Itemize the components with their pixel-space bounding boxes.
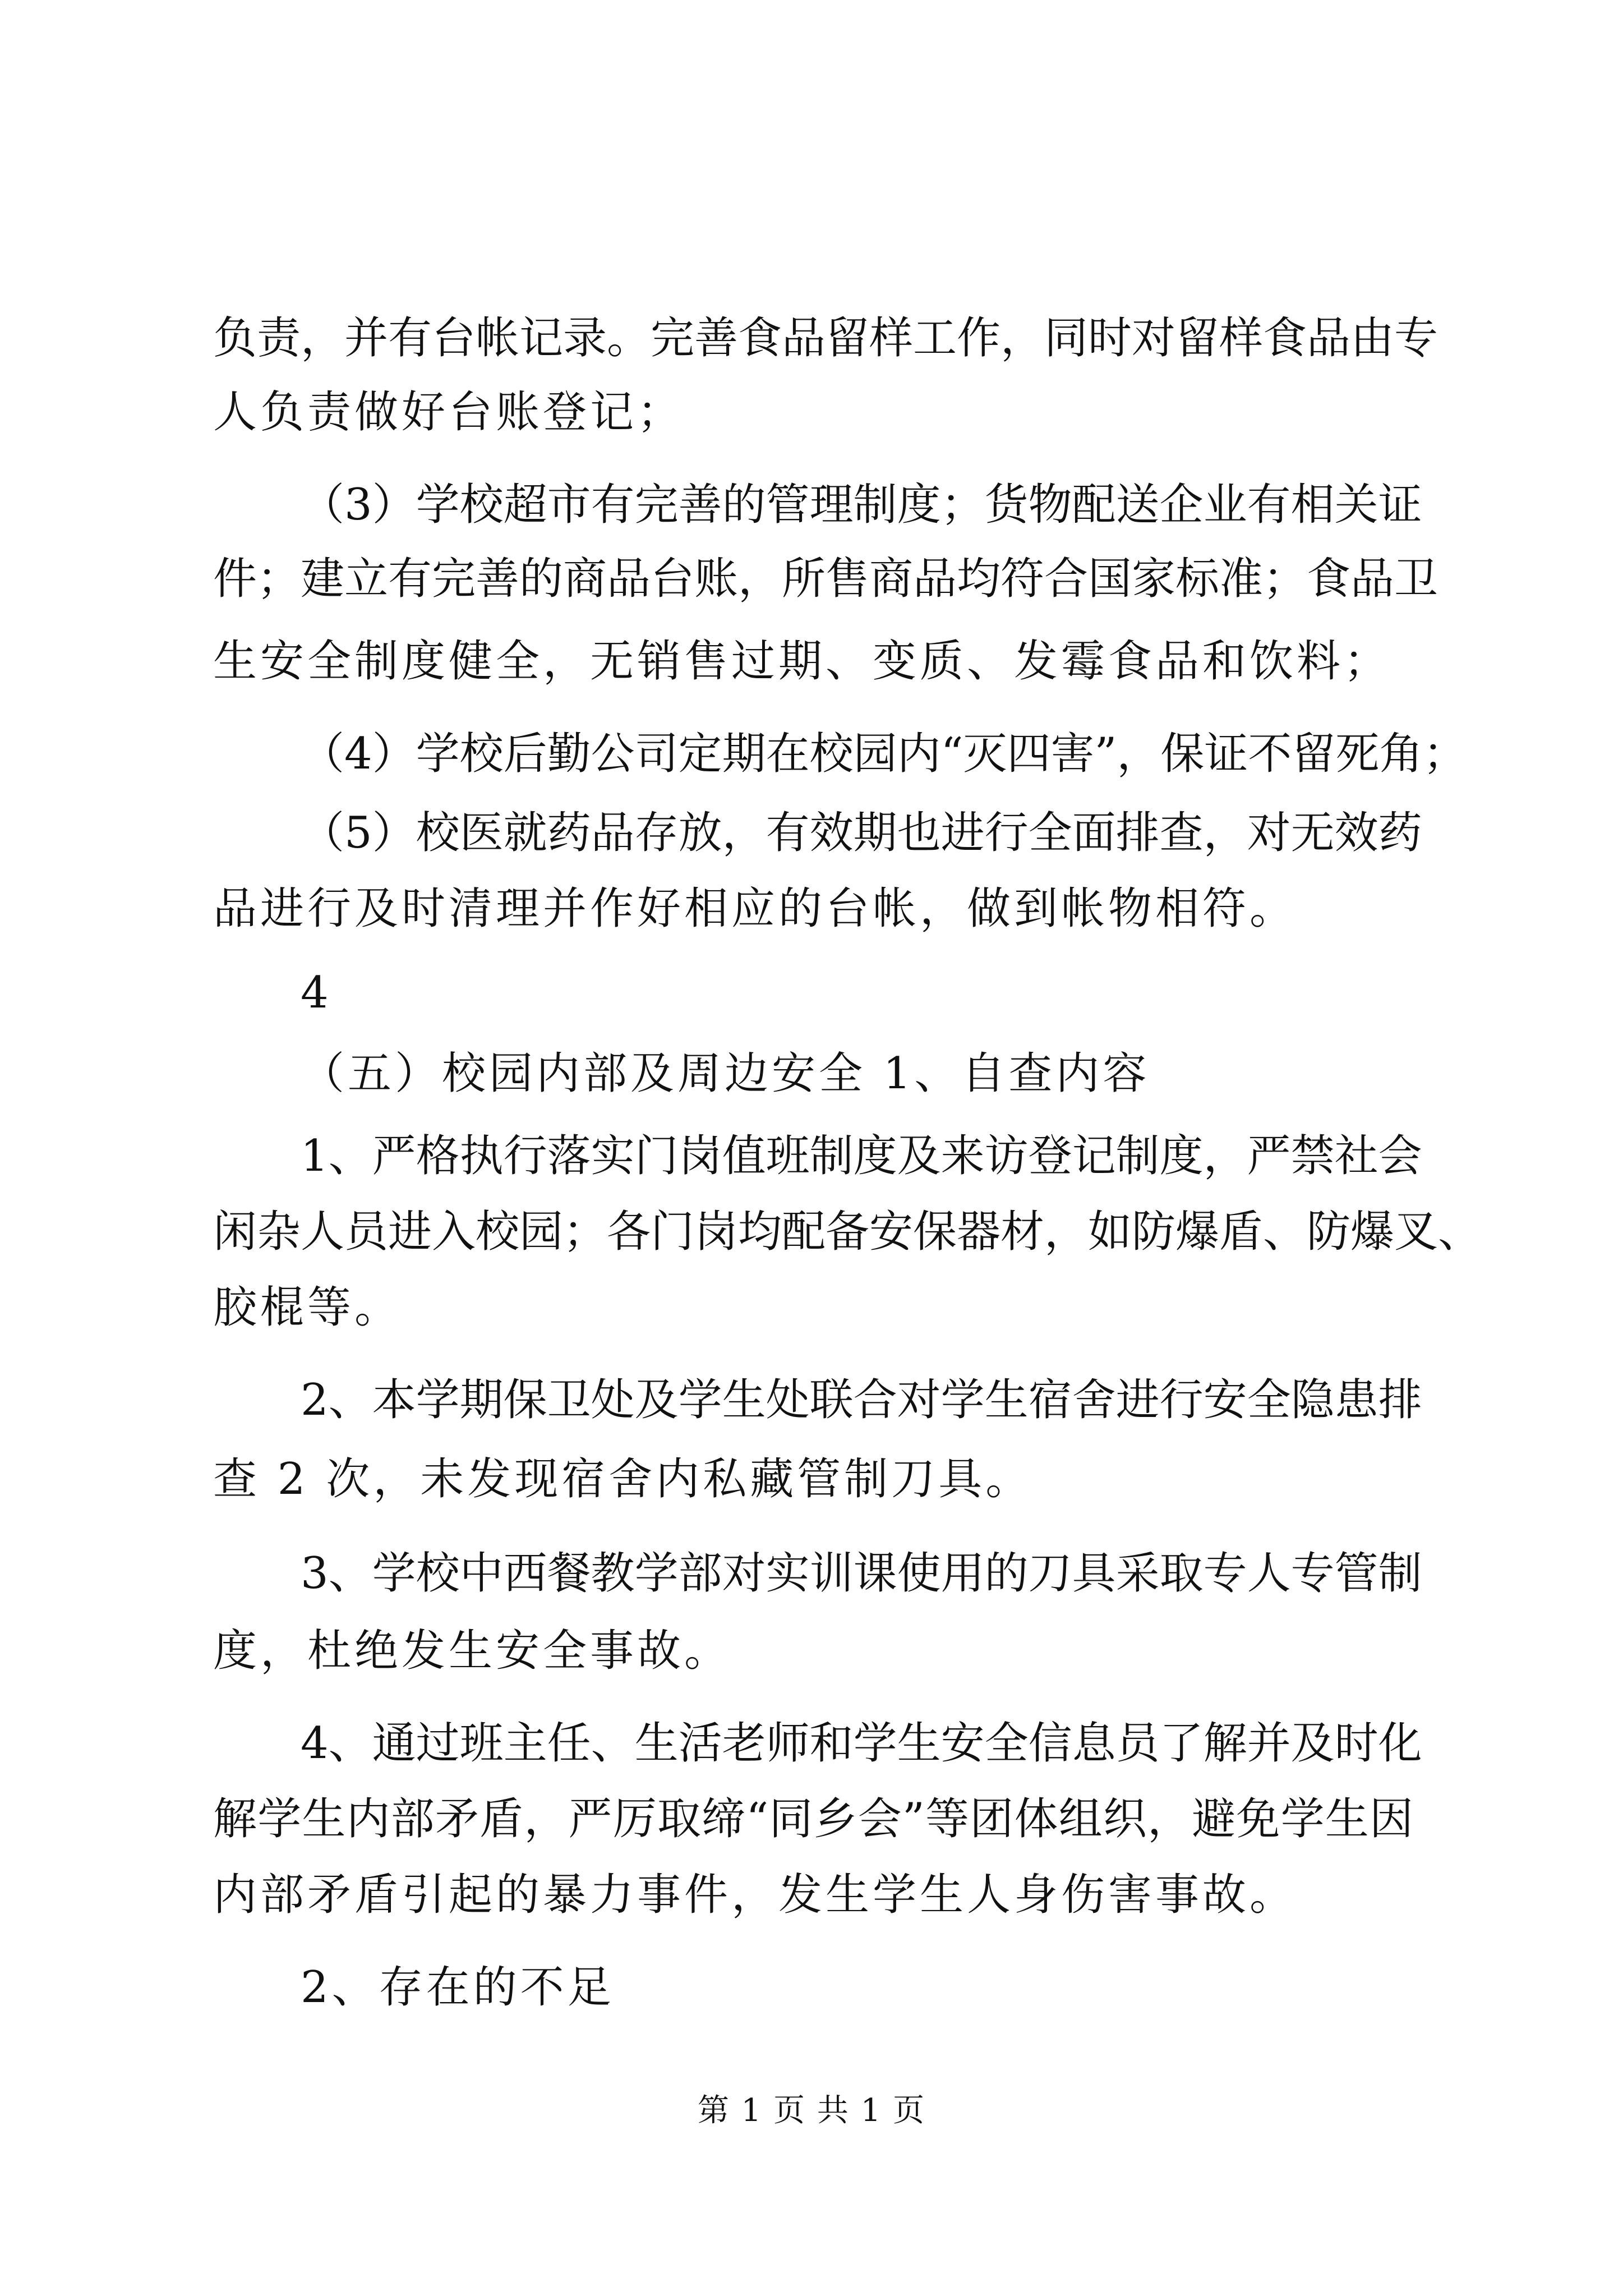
text-line: 4、通过班主任、生活老师和学生安全信息员了解并及时化 — [301, 1718, 1422, 1769]
text-line: （4）学校后勤公司定期在校园内“灭四害”，保证不留死角； — [301, 729, 1467, 779]
text-line: 2、存在的不足 — [301, 1962, 615, 2013]
text-line: 3、学校中西餐教学部对实训课使用的刀具采取专人专管制 — [301, 1548, 1422, 1599]
page-footer: 第 1 页 共 1 页 — [697, 2092, 926, 2129]
text-line: 2、本学期保卫处及学生处联合对学生宿舍进行安全隐患排 — [301, 1375, 1422, 1425]
text-line: 人负责做好台账登记； — [213, 387, 685, 438]
text-line: 4 — [301, 968, 332, 1018]
text-line: （五）校园内部及周边安全 1、自查内容 — [301, 1048, 1150, 1099]
text-line: 解学生内部矛盾，严厉取缔“同乡会”等团体组织，避免学生因 — [213, 1794, 1413, 1844]
text-line: 闲杂人员进入校园；各门岗均配备安保器材，如防爆盾、防爆叉、 — [213, 1207, 1482, 1257]
text-line: 胶棍等。 — [213, 1282, 402, 1333]
text-line: 件；建立有完善的商品台账，所售商品均符合国家标准；食品卫 — [213, 554, 1438, 604]
text-line: 查 2 次，未发现宿舍内私藏管制刀具。 — [213, 1454, 1033, 1504]
text-line: 度，杜绝发生安全事故。 — [213, 1626, 732, 1676]
text-line: 品进行及时清理并作好相应的台帐，做到帐物相符。 — [213, 884, 1297, 934]
text-line: 内部矛盾引起的暴力事件，发生学生人身伤害事故。 — [213, 1870, 1297, 1920]
text-line: 生安全制度健全，无销售过期、变质、发霉食品和饮料； — [213, 636, 1391, 687]
text-line: （5）校医就药品存放，有效期也进行全面排查，对无效药 — [301, 808, 1422, 858]
text-line: 1、严格执行落实门岗值班制度及来访登记制度，严禁社会 — [301, 1131, 1422, 1181]
text-line: 负责，并有台帐记录。完善食品留样工作，同时对留样食品由专 — [213, 313, 1438, 364]
text-line: （3）学校超市有完善的管理制度；货物配送企业有相关证 — [301, 480, 1422, 530]
